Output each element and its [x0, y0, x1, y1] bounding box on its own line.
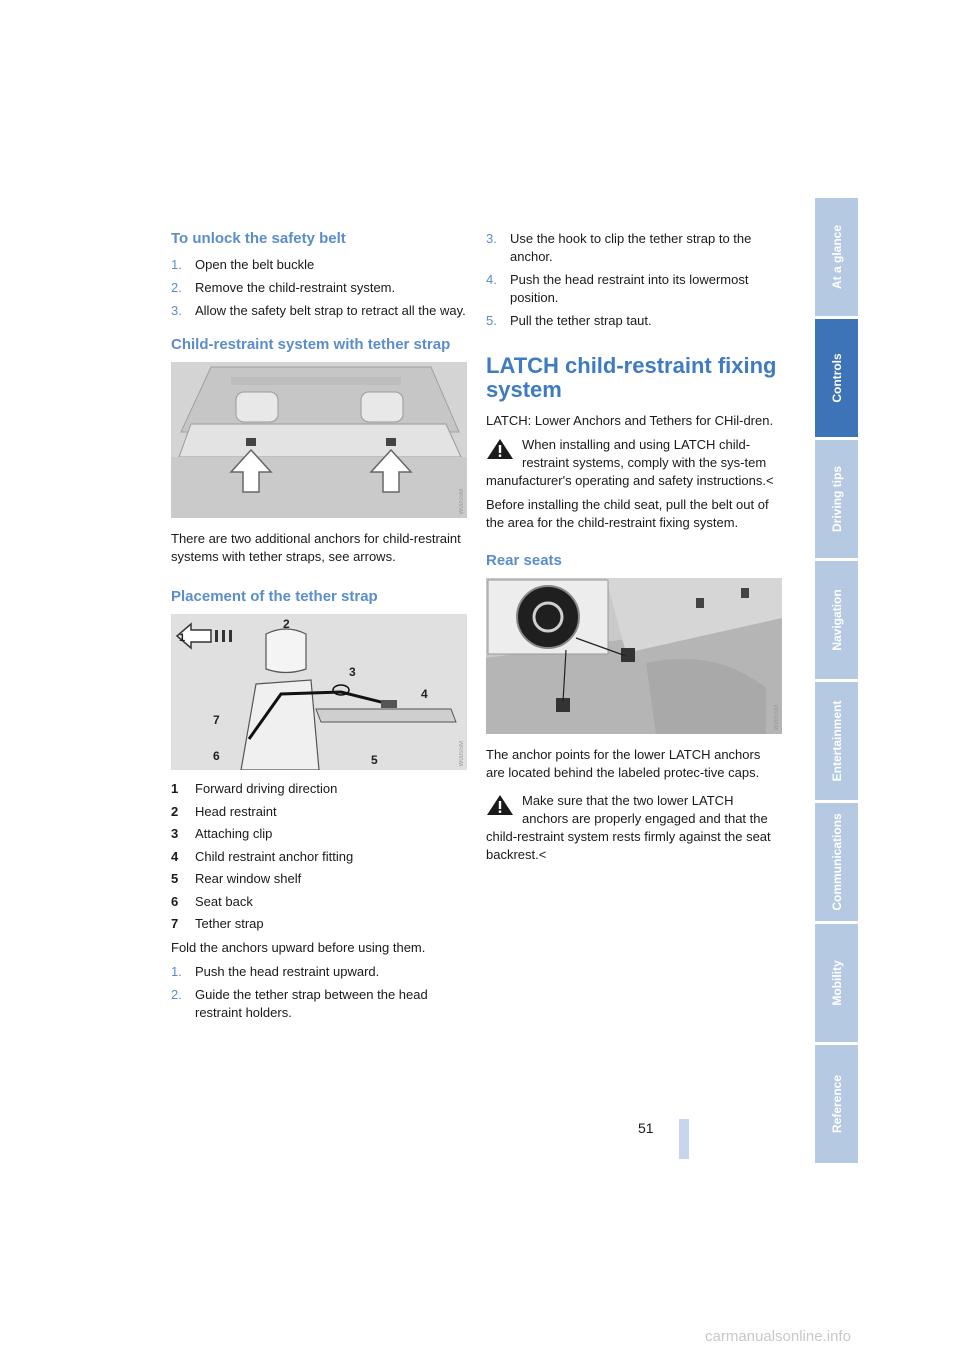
- right-column: [486, 230, 782, 870]
- tab-controls[interactable]: Controls: [815, 319, 858, 437]
- list-item: 2 Head restraint: [171, 803, 277, 819]
- warning-icon: [486, 438, 514, 460]
- list-item: 4 Child restraint anchor fitting: [171, 848, 354, 864]
- end-mark: <: [538, 847, 547, 862]
- list-item: 3. Allow the safety belt strap to retract all the way.: [171, 303, 466, 318]
- tether-heading: Child-restraint system with tether strap: [171, 336, 451, 353]
- fold-text: Fold the anchors upward before using them.: [171, 940, 426, 955]
- unlock-steps: [171, 256, 467, 320]
- latch-heading: LATCH child-restraint fixing system: [486, 353, 777, 402]
- label-5: 5: [371, 753, 378, 767]
- list-item: 4. Push the head restraint into its lowermost position.: [486, 272, 749, 305]
- tab-mobility[interactable]: Mobility: [815, 924, 858, 1042]
- label-4: 4: [421, 687, 428, 701]
- page-number-bar: [679, 1119, 689, 1159]
- placement-steps-continued: [486, 230, 782, 330]
- list-item: 3. Use the hook to clip the tether strap to the anchor.: [486, 231, 752, 264]
- label-6: 6: [213, 749, 220, 763]
- list-item: 2. Remove the child-restraint system.: [171, 280, 396, 295]
- tether-placement-figure: [171, 614, 467, 770]
- label-7: 7: [213, 713, 220, 727]
- section-tabs: [815, 198, 858, 1166]
- rear-shelf-figure: [171, 362, 467, 518]
- rear-seats-photo: [486, 578, 782, 734]
- rear-seats-heading: Rear seats: [486, 552, 562, 569]
- tether-text: There are two additional anchors for child-restraint systems with tether straps, see arrows.: [171, 531, 461, 564]
- rear-shelf-illustration: [171, 362, 467, 518]
- list-item: 5. Pull the tether strap taut.: [486, 313, 652, 328]
- list-item: 2. Guide the tether strap between the head restraint holders.: [171, 987, 428, 1020]
- figure-code: W00SSM: [459, 740, 465, 766]
- watermark: carmanualsonline.info: [705, 1328, 851, 1345]
- tab-communications[interactable]: Communications: [815, 803, 858, 921]
- placement-steps: [171, 963, 467, 1022]
- label-3: 3: [349, 665, 356, 679]
- label-2: 2: [283, 617, 290, 631]
- tab-navigation[interactable]: Navigation: [815, 561, 858, 679]
- before-install-text: Before installing the child seat, pull the belt out of the area for the child-restraint fixing system.: [486, 497, 769, 530]
- warning-engage: Make sure that the two lower LATCH anchors are properly engaged and that the child-restraint system rests firmly against the seat backrest.<: [486, 793, 771, 862]
- list-item: 1. Open the belt buckle: [171, 257, 315, 272]
- unlock-heading: To unlock the safety belt: [171, 230, 346, 247]
- tab-entertainment[interactable]: Entertainment: [815, 682, 858, 800]
- end-mark: <: [765, 473, 774, 488]
- page-number: 51: [638, 1120, 654, 1136]
- list-item: 5 Rear window shelf: [171, 871, 302, 886]
- warning-icon: [486, 794, 514, 816]
- figure-code: W00SSM: [459, 488, 465, 514]
- warning-install: When installing and using LATCH child-restraint systems, comply with the sys-tem manufacturer's operating and safety instructions.<: [486, 437, 774, 488]
- list-item: 1 Forward driving direction: [171, 781, 338, 796]
- left-column: [171, 230, 467, 1028]
- figure-code: W00SSM: [774, 704, 780, 730]
- tab-reference[interactable]: Reference: [815, 1045, 858, 1163]
- placement-heading: Placement of the tether strap: [171, 588, 378, 605]
- tab-at-a-glance[interactable]: At a glance: [815, 198, 858, 316]
- anchor-text: The anchor points for the lower LATCH anchors are located behind the labeled protec-tive caps.: [486, 747, 761, 780]
- latch-definition: LATCH: Lower Anchors and Tethers for CHil-dren.: [486, 413, 774, 428]
- rear-seats-figure: [486, 578, 782, 734]
- list-item: 6 Seat back: [171, 893, 253, 909]
- list-item: 7 Tether strap: [171, 916, 264, 931]
- tab-driving-tips[interactable]: Driving tips: [815, 440, 858, 558]
- tether-placement-illustration: [171, 614, 467, 770]
- label-1: 1: [179, 632, 186, 644]
- list-item: 1. Push the head restraint upward.: [171, 964, 380, 979]
- list-item: 3 Attaching clip: [171, 826, 273, 841]
- figure-legend: [171, 780, 467, 933]
